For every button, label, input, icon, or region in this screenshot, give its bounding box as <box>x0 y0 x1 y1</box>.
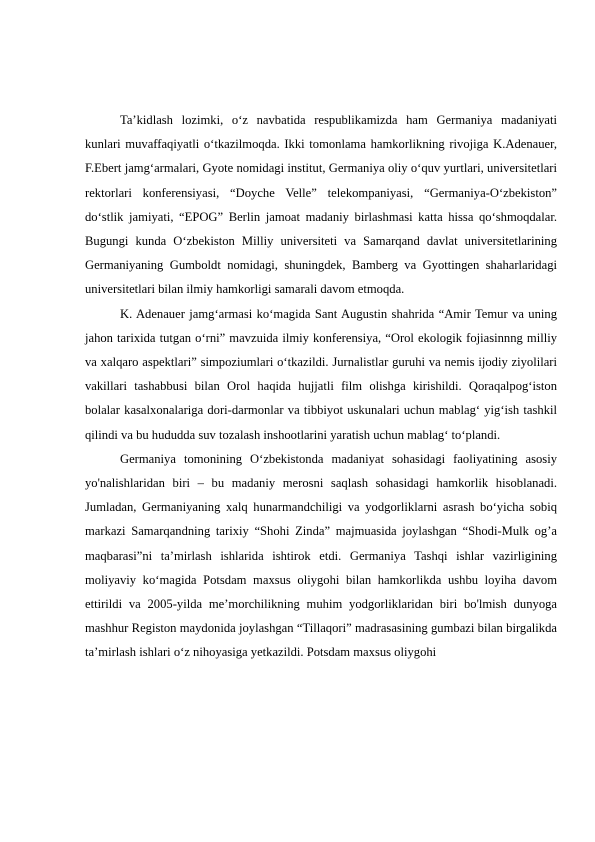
paragraph-heritage-cooperation: Germaniya tomonining O‘zbekistonda madaniyat sohasidagi faoliyatining asosiy yo'nalishlaridan biri – bu madaniy merosni saqlash sohasidagi hamkorlik hisoblanadi. Jumladan, Germaniyaning xalq hunarmandchiligi va yodgorliklarni asrash bo‘yicha sobiq markazi Samarqandning tarixiy “Shohi Zinda” majmuasida joylashgan “Shodi-Mulk og’a maqbarasi”ni ta’mirlash ishlarida ishtirok etdi. Germaniya Tashqi ishlar vazirligining moliyaviy ko‘magida Potsdam maxsus oliygohi bilan hamkorlikda ushbu loyiha davom ettirildi va 2005-yilda me’morchilikning muhim yodgorliklaridan biri bo'lmish dunyoga mashhur Registon maydonida joylashgan “Tillaqori” madrasasining gumbazi bilan birgalikda ta’mirlash ishlari o‘z nihoyasiga yetkazildi. Potsdam maxsus oliygohi <box>85 451 557 660</box>
document-page <box>85 108 557 665</box>
paragraph-cultural-days: Ta’kidlash lozimki, o‘z navbatida respublikamizda ham Germaniya madaniyati kunlari muvaffaqiyatli o‘tkazilmoqda. Ikki tomonlama hamkorlikning rivojiga K.Adenauer, F.Ebert jamg‘armalari, Gyote nomidagi institut, Germaniya oliy o‘quv yurtlari, universitetlari rektorlari konferensiyasi, “Doyche Velle” telekompaniyasi, “Germaniya-O‘zbekiston” do‘stlik jamiyati, “EPOG” Berlin jamoat madaniy birlashmasi katta hissa qo‘shmoqdalar. Bugungi kunda O‘zbekiston Milliy universiteti va Samarqand davlat universitetlarining Germaniyaning Gumboldt nomidagi, shuningdek, Bamberg va Gyottingen shaharlaridagi universitetlari bilan ilmiy hamkorligi samarali davom etmoqda. <box>85 113 557 297</box>
paragraph-adenauer-foundation: K. Adenauer jamg‘armasi ko‘magida Sant Augustin shahrida “Amir Temur va uning jahon tarixida tutgan o‘rni” mavzuida ilmiy konferensiya, “Orol ekologik fojiasinnng milliy va xalqaro aspektlari” simpoziumlari o‘tkazildi. Jurnalistlar guruhi va nemis ijodiy ziyolilari vakillari tashabbusi bilan Orol haqida hujjatli film olishga kirishildi. Qoraqalpog‘iston bolalar kasalxonalariga dori-darmonlar va tibbiyot uskunalari uchun mablag‘ yig‘ish tashkil qilindi va bu hududda suv tozalash inshootlarini yaratish uchun mablag‘ to‘plandi. <box>85 306 557 442</box>
